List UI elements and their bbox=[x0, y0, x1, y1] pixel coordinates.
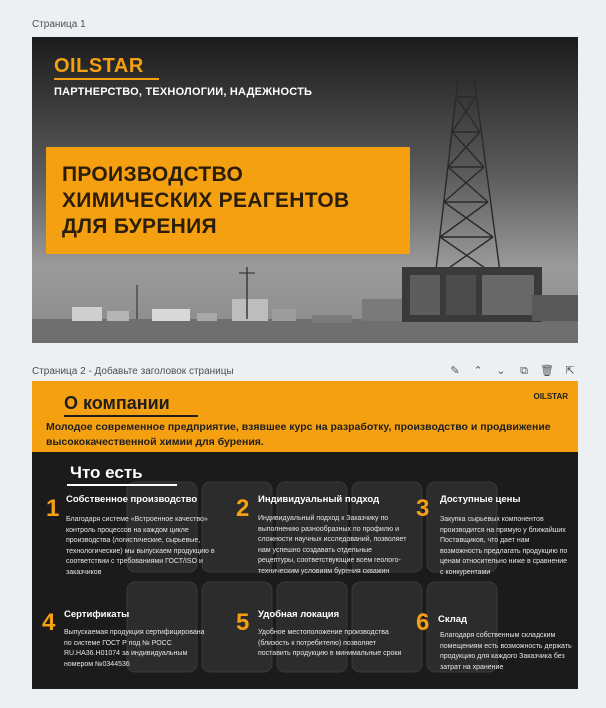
tagline: ПАРТНЕРСТВО, ТЕХНОЛОГИИ, НАДЕЖНОСТЬ bbox=[54, 86, 313, 98]
feature-title-4: Сертификаты bbox=[64, 609, 130, 620]
title-line-2: ХИМИЧЕСКИХ РЕАГЕНТОВ bbox=[62, 189, 350, 212]
feature-number-5: 5 bbox=[236, 609, 250, 636]
what-heading: Что есть bbox=[70, 463, 143, 482]
feature-number-3: 3 bbox=[416, 495, 430, 522]
feature-desc-4: Выпускаемая продукция сертифицирована по системе ГОСТ Р под № РОСС RU.HA36.H01074 за индивидуальным номером №0344536 bbox=[64, 629, 205, 668]
feature-title-3: Доступные цены bbox=[440, 494, 521, 505]
feature-number-4: 4 bbox=[42, 609, 56, 636]
title-line-1: ПРОИЗВОДСТВО bbox=[62, 163, 244, 186]
slide-1[interactable] bbox=[32, 37, 578, 343]
page-1-label: Страница 1 bbox=[32, 19, 86, 30]
feature-desc-3: Закупка сырьевых компонентов производится на прямую у ближайших Поставщиков, что дает нам возможность предлагать продукцию по ценам относительно ниже в сравнение с конкурентами bbox=[440, 516, 568, 576]
feature-number-6: 6 bbox=[416, 609, 430, 636]
title-line-3: ДЛЯ БУРЕНИЯ bbox=[62, 215, 217, 238]
about-text: Молодое современное предприятие, взявшее курс на разработку, производство и продвижение высококачественной химии для бурения. bbox=[46, 421, 551, 448]
delete-icon[interactable]: 🗑 bbox=[540, 365, 554, 377]
feature-number-1: 1 bbox=[46, 495, 60, 522]
brand-logo: OILSTAR bbox=[54, 55, 144, 77]
move-up-icon[interactable]: ⌃ bbox=[473, 365, 483, 377]
duplicate-icon[interactable]: ⧉ bbox=[520, 365, 528, 377]
what-underline bbox=[67, 484, 177, 486]
export-icon[interactable]: ⇱ bbox=[565, 365, 575, 377]
feature-desc-1: Благодаря системе «Встроенное качество» контроль процессов на каждом цикле производства (логистические, сырьевые, технологические) мы выпускаем продукцию в соответствии с требованиями ГОСТ/ISO и заказчиков bbox=[66, 516, 215, 576]
add-note-icon[interactable]: ✎ bbox=[450, 365, 460, 377]
page-2-label: Страница 2 - Добавьте заголовок страницы bbox=[32, 366, 234, 377]
feature-title-5: Удобная локация bbox=[258, 609, 340, 620]
feature-title-2: Индивидуальный подход bbox=[258, 494, 380, 505]
move-down-icon[interactable]: ⌄ bbox=[496, 365, 506, 377]
title-box bbox=[46, 147, 410, 254]
about-underline bbox=[64, 415, 198, 417]
feature-desc-2: Индивидуальный подход к Заказчику по выполнению разнообразных по профилю и сложности научных исследований, позволяет нам успешно создавать отдельные рецептуры, соответствующие всем геолого-техническим условиям бурения скважин bbox=[258, 515, 407, 575]
feature-number-2: 2 bbox=[236, 495, 250, 522]
brand-logo-small: OILSTAR bbox=[533, 392, 568, 401]
about-heading: О компании bbox=[64, 393, 170, 413]
page-toolbar bbox=[448, 364, 577, 378]
brand-underline bbox=[54, 78, 159, 80]
slide-2[interactable] bbox=[32, 381, 578, 689]
feature-desc-5: Удобное местоположение производства (близость к потребителю) позволяет поставить продукцию в минимальные сроки bbox=[258, 629, 402, 657]
feature-title-1: Собственное производство bbox=[66, 494, 198, 505]
feature-title-6: Склад bbox=[438, 614, 468, 625]
feature-desc-6: Благодаря собственным складским помещениям есть возможность держать продукцию для каждого Заказчика без затрат на хранение bbox=[440, 632, 572, 671]
